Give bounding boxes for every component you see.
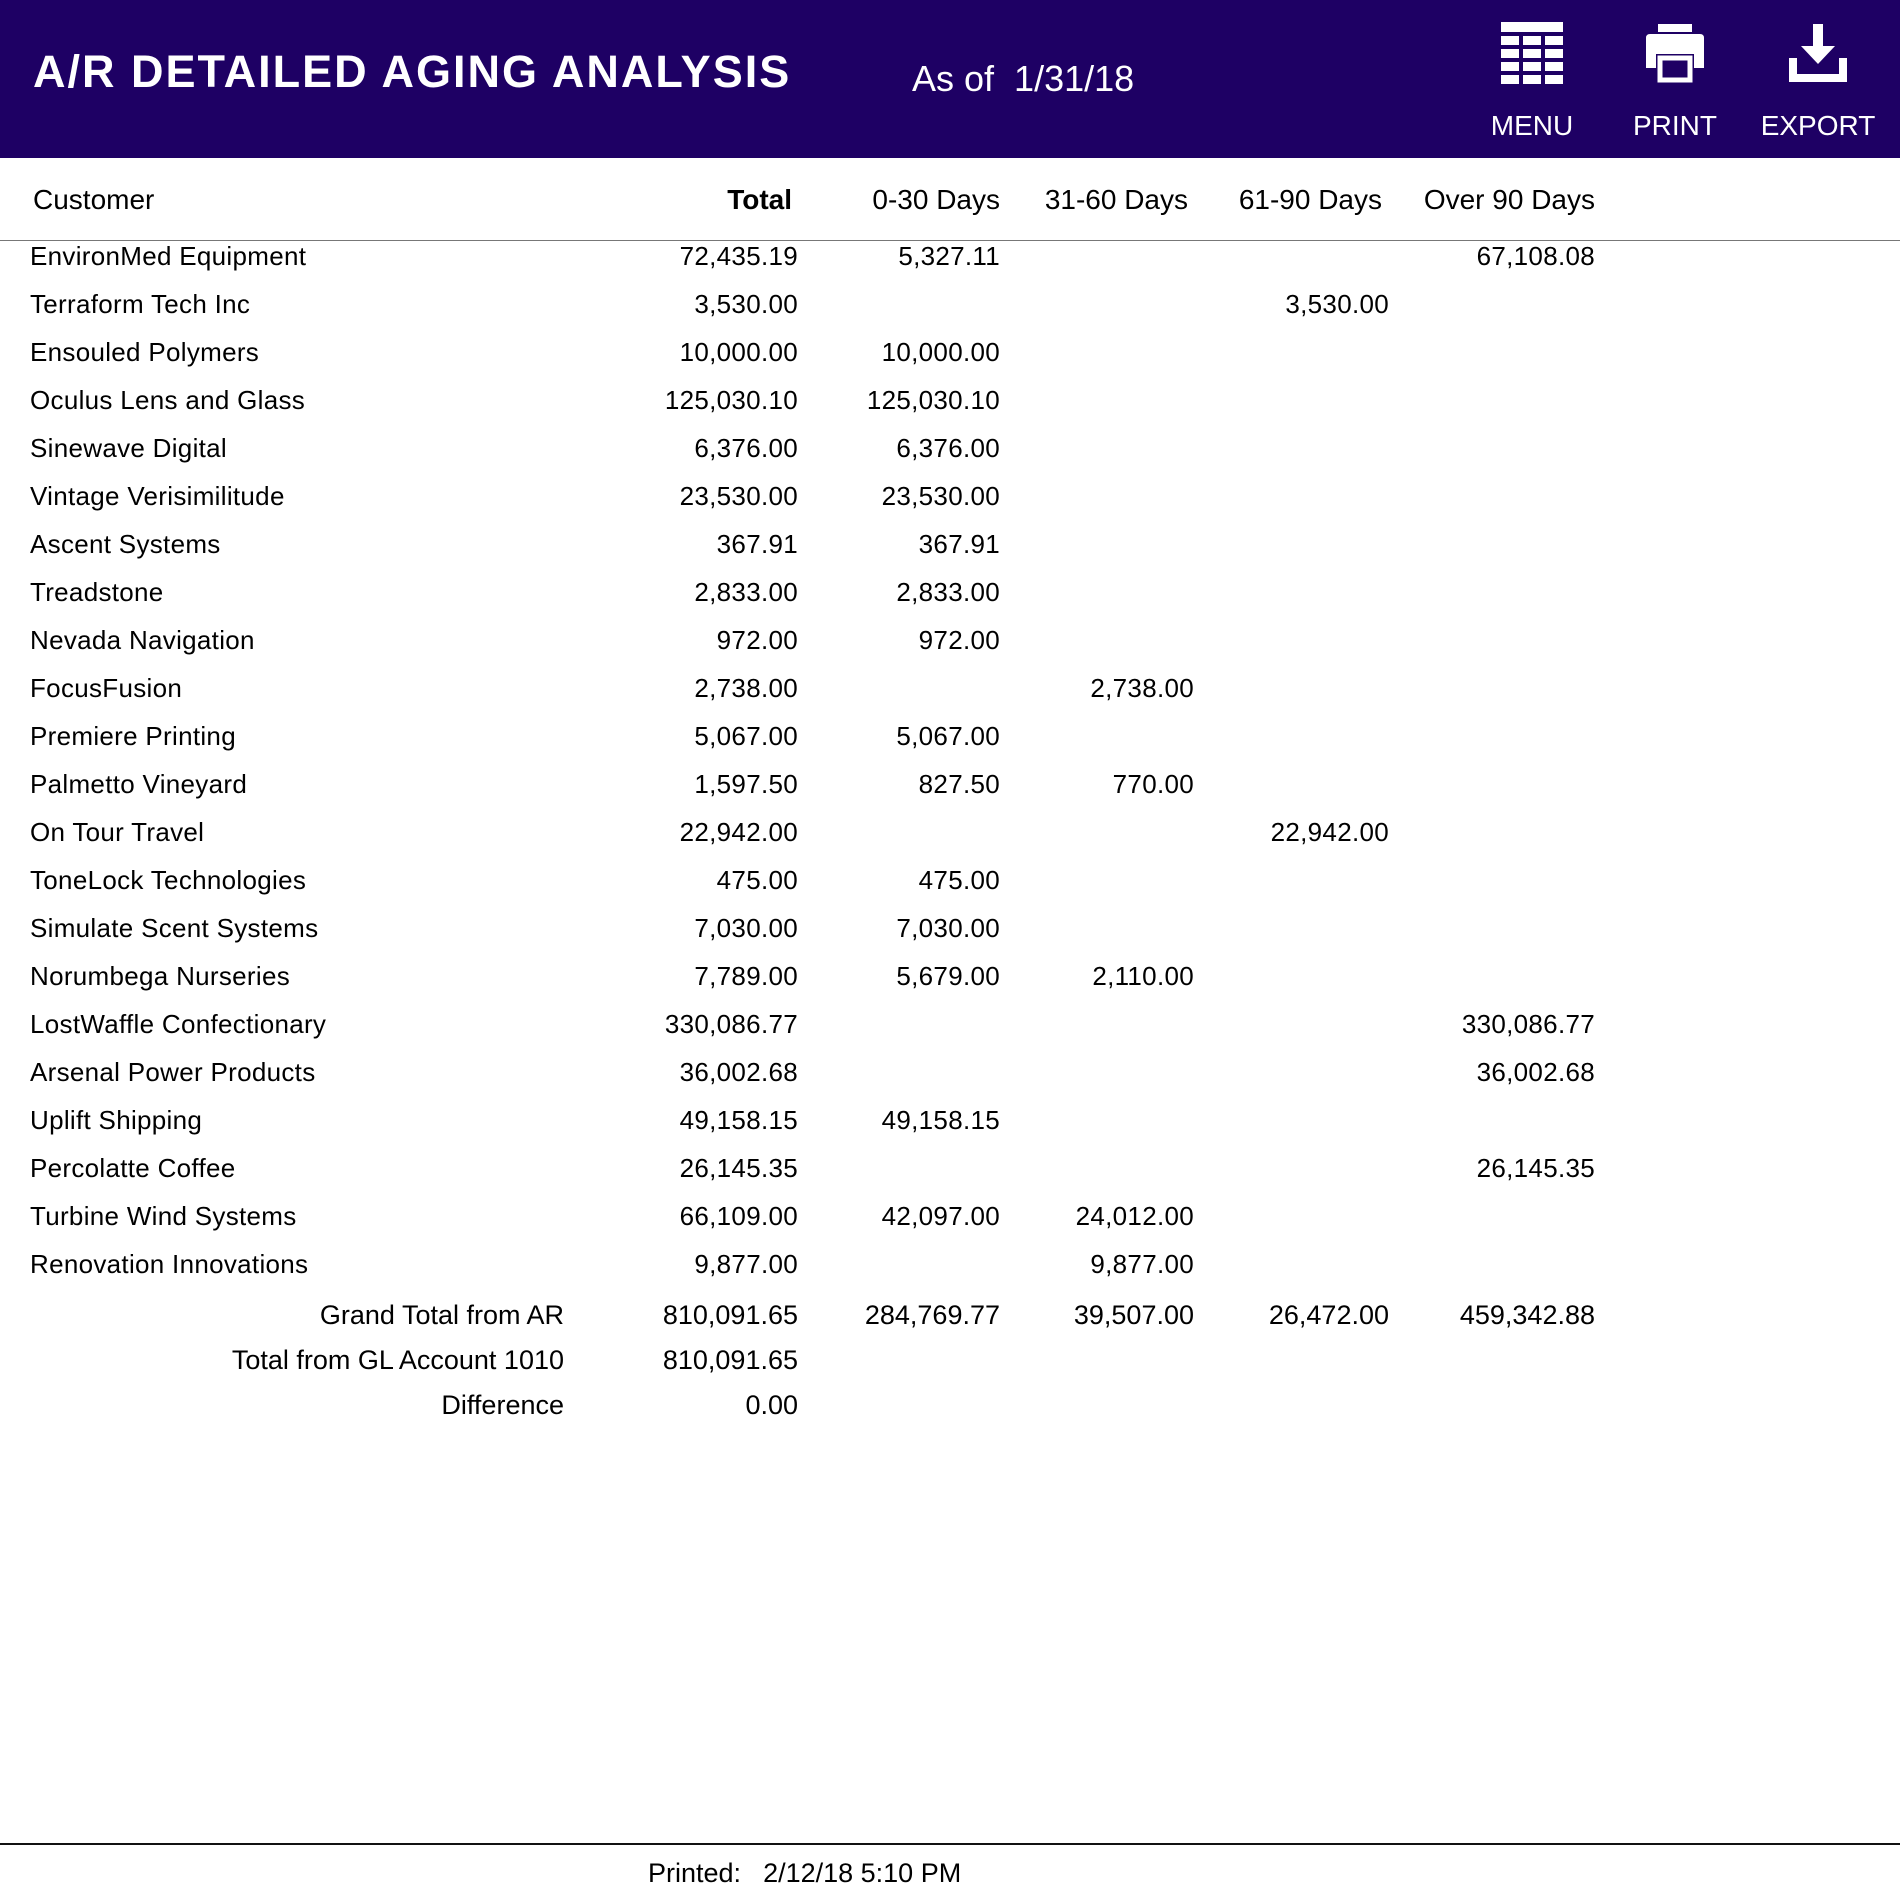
amount-0-30-days: 5,679.00 [896, 961, 1000, 991]
customer-name: Turbine Wind Systems [30, 1201, 297, 1231]
table-row [0, 1056, 1900, 1104]
table-row [0, 864, 1900, 912]
summary-total: 810,091.65 [662, 1300, 798, 1330]
print-label: PRINT [1633, 110, 1717, 141]
total-amount: 330,086.77 [664, 1009, 798, 1039]
amount-61-90-days: 3,530.00 [1285, 289, 1389, 319]
amount-0-30-days: 49,158.15 [881, 1105, 1000, 1135]
table-row [0, 336, 1900, 384]
total-amount: 66,109.00 [679, 1201, 798, 1231]
table-row [0, 624, 1900, 672]
menu-label: MENU [1490, 110, 1574, 141]
amount-0-30-days: 367.91 [918, 529, 1000, 559]
customer-name: Arsenal Power Products [30, 1057, 316, 1087]
customer-name: Vintage Verisimilitude [30, 481, 285, 511]
table-row [0, 768, 1900, 816]
amount-31-60-days: 9,877.00 [1090, 1249, 1194, 1279]
column-header-61-90-days: 61-90 Days [1238, 184, 1382, 215]
table-row [0, 384, 1900, 432]
customer-name: EnvironMed Equipment [30, 241, 307, 271]
column-header-customer: Customer [33, 184, 155, 215]
total-amount: 49,158.15 [679, 1105, 798, 1135]
table-row [0, 1152, 1900, 1200]
customer-name: Uplift Shipping [30, 1105, 203, 1135]
amount-over-90-days: 330,086.77 [1461, 1009, 1595, 1039]
total-amount: 972.00 [716, 625, 798, 655]
summary-total: 0.00 [745, 1390, 798, 1420]
amount-0-30-days: 5,067.00 [896, 721, 1000, 751]
grid-menu-icon [1501, 22, 1563, 84]
total-amount: 72,435.19 [679, 241, 798, 271]
table-row [0, 528, 1900, 576]
summary-label: Grand Total from AR [319, 1300, 564, 1330]
as-of-date [912, 58, 1134, 100]
total-amount: 3,530.00 [694, 289, 798, 319]
printed-timestamp [648, 1858, 961, 1889]
amount-over-90-days: 67,108.08 [1476, 241, 1595, 271]
total-amount: 7,030.00 [694, 913, 798, 943]
amount-31-60-days: 24,012.00 [1075, 1201, 1194, 1231]
amount-0-30-days: 23,530.00 [881, 481, 1000, 511]
table-row [0, 960, 1900, 1008]
summary-row [0, 1388, 1900, 1433]
total-amount: 9,877.00 [694, 1249, 798, 1279]
total-amount: 125,030.10 [664, 385, 798, 415]
total-amount: 2,833.00 [694, 577, 798, 607]
table-row [0, 720, 1900, 768]
summary-label: Difference [441, 1390, 564, 1420]
as-of-value: 1/31/18 [1014, 58, 1135, 99]
customer-name: Ascent Systems [30, 529, 221, 559]
report-header [0, 0, 1900, 158]
summary-section [0, 1298, 1900, 1433]
summary-31-60-days: 39,507.00 [1073, 1300, 1194, 1330]
customer-name: Renovation Innovations [30, 1249, 309, 1279]
amount-0-30-days: 972.00 [918, 625, 1000, 655]
customer-name: LostWaffle Confectionary [30, 1009, 327, 1039]
total-amount: 23,530.00 [679, 481, 798, 511]
download-icon [1787, 22, 1849, 84]
table-row [0, 1248, 1900, 1296]
amount-0-30-days: 2,833.00 [896, 577, 1000, 607]
customer-name: Treadstone [30, 577, 164, 607]
total-amount: 367.91 [716, 529, 798, 559]
customer-name: ToneLock Technologies [30, 865, 307, 895]
printed-label: Printed: [648, 1858, 742, 1888]
table-row [0, 432, 1900, 480]
amount-0-30-days: 125,030.10 [866, 385, 1000, 415]
customer-name: Simulate Scent Systems [30, 913, 319, 943]
summary-0-30-days: 284,769.77 [864, 1300, 1000, 1330]
amount-0-30-days: 7,030.00 [896, 913, 1000, 943]
amount-0-30-days: 475.00 [918, 865, 1000, 895]
total-amount: 5,067.00 [694, 721, 798, 751]
export-label: EXPORT [1760, 110, 1876, 141]
column-header-total: Total [727, 184, 792, 215]
print-button[interactable] [1610, 22, 1740, 147]
customer-name: Oculus Lens and Glass [30, 385, 306, 415]
table-row [0, 1200, 1900, 1248]
summary-label: Total from GL Account 1010 [231, 1345, 564, 1375]
summary-over-90-days: 459,342.88 [1459, 1300, 1595, 1330]
total-amount: 1,597.50 [694, 769, 798, 799]
amount-0-30-days: 42,097.00 [881, 1201, 1000, 1231]
column-header-31-60-days: 31-60 Days [1044, 184, 1188, 215]
table-row [0, 288, 1900, 336]
printer-icon [1644, 22, 1706, 84]
total-amount: 2,738.00 [694, 673, 798, 703]
aging-table-body [0, 240, 1900, 1296]
table-row [0, 912, 1900, 960]
menu-button[interactable] [1467, 22, 1597, 147]
total-amount: 22,942.00 [679, 817, 798, 847]
table-row [0, 1104, 1900, 1152]
table-row [0, 240, 1900, 288]
amount-0-30-days: 5,327.11 [898, 241, 1000, 271]
total-amount: 26,145.35 [679, 1153, 798, 1183]
customer-name: Nevada Navigation [30, 625, 255, 655]
total-amount: 6,376.00 [694, 433, 798, 463]
summary-total: 810,091.65 [662, 1345, 798, 1375]
report-title: A/R DETAILED AGING ANALYSIS [33, 46, 792, 97]
customer-name: On Tour Travel [30, 817, 205, 847]
column-header-over-90-days: Over 90 Days [1423, 184, 1595, 215]
as-of-label: As of [912, 58, 995, 99]
customer-name: Premiere Printing [30, 721, 236, 751]
summary-row [0, 1343, 1900, 1388]
amount-0-30-days: 827.50 [918, 769, 1000, 799]
amount-over-90-days: 36,002.68 [1476, 1057, 1595, 1087]
total-amount: 475.00 [716, 865, 798, 895]
customer-name: Norumbega Nurseries [30, 961, 291, 991]
total-amount: 7,789.00 [694, 961, 798, 991]
amount-31-60-days: 2,110.00 [1092, 961, 1194, 991]
table-row [0, 1008, 1900, 1056]
column-header-0-30-days: 0-30 Days [872, 184, 1000, 215]
customer-name: Ensouled Polymers [30, 337, 260, 367]
table-row [0, 480, 1900, 528]
amount-0-30-days: 6,376.00 [896, 433, 1000, 463]
column-header-row [0, 158, 1900, 241]
total-amount: 10,000.00 [679, 337, 798, 367]
summary-row [0, 1298, 1900, 1343]
customer-name: FocusFusion [30, 673, 183, 703]
footer-divider [0, 1843, 1900, 1845]
amount-31-60-days: 770.00 [1112, 769, 1194, 799]
customer-name: Percolatte Coffee [30, 1153, 236, 1183]
amount-0-30-days: 10,000.00 [881, 337, 1000, 367]
amount-over-90-days: 26,145.35 [1476, 1153, 1595, 1183]
summary-61-90-days: 26,472.00 [1268, 1300, 1389, 1330]
amount-31-60-days: 2,738.00 [1090, 673, 1194, 703]
amount-61-90-days: 22,942.00 [1270, 817, 1389, 847]
printed-value: 2/12/18 5:10 PM [763, 1858, 962, 1888]
total-amount: 36,002.68 [679, 1057, 798, 1087]
customer-name: Terraform Tech Inc [30, 289, 251, 319]
table-row [0, 576, 1900, 624]
table-row [0, 816, 1900, 864]
table-row [0, 672, 1900, 720]
customer-name: Sinewave Digital [30, 433, 228, 463]
customer-name: Palmetto Vineyard [30, 769, 248, 799]
export-button[interactable] [1753, 22, 1883, 147]
